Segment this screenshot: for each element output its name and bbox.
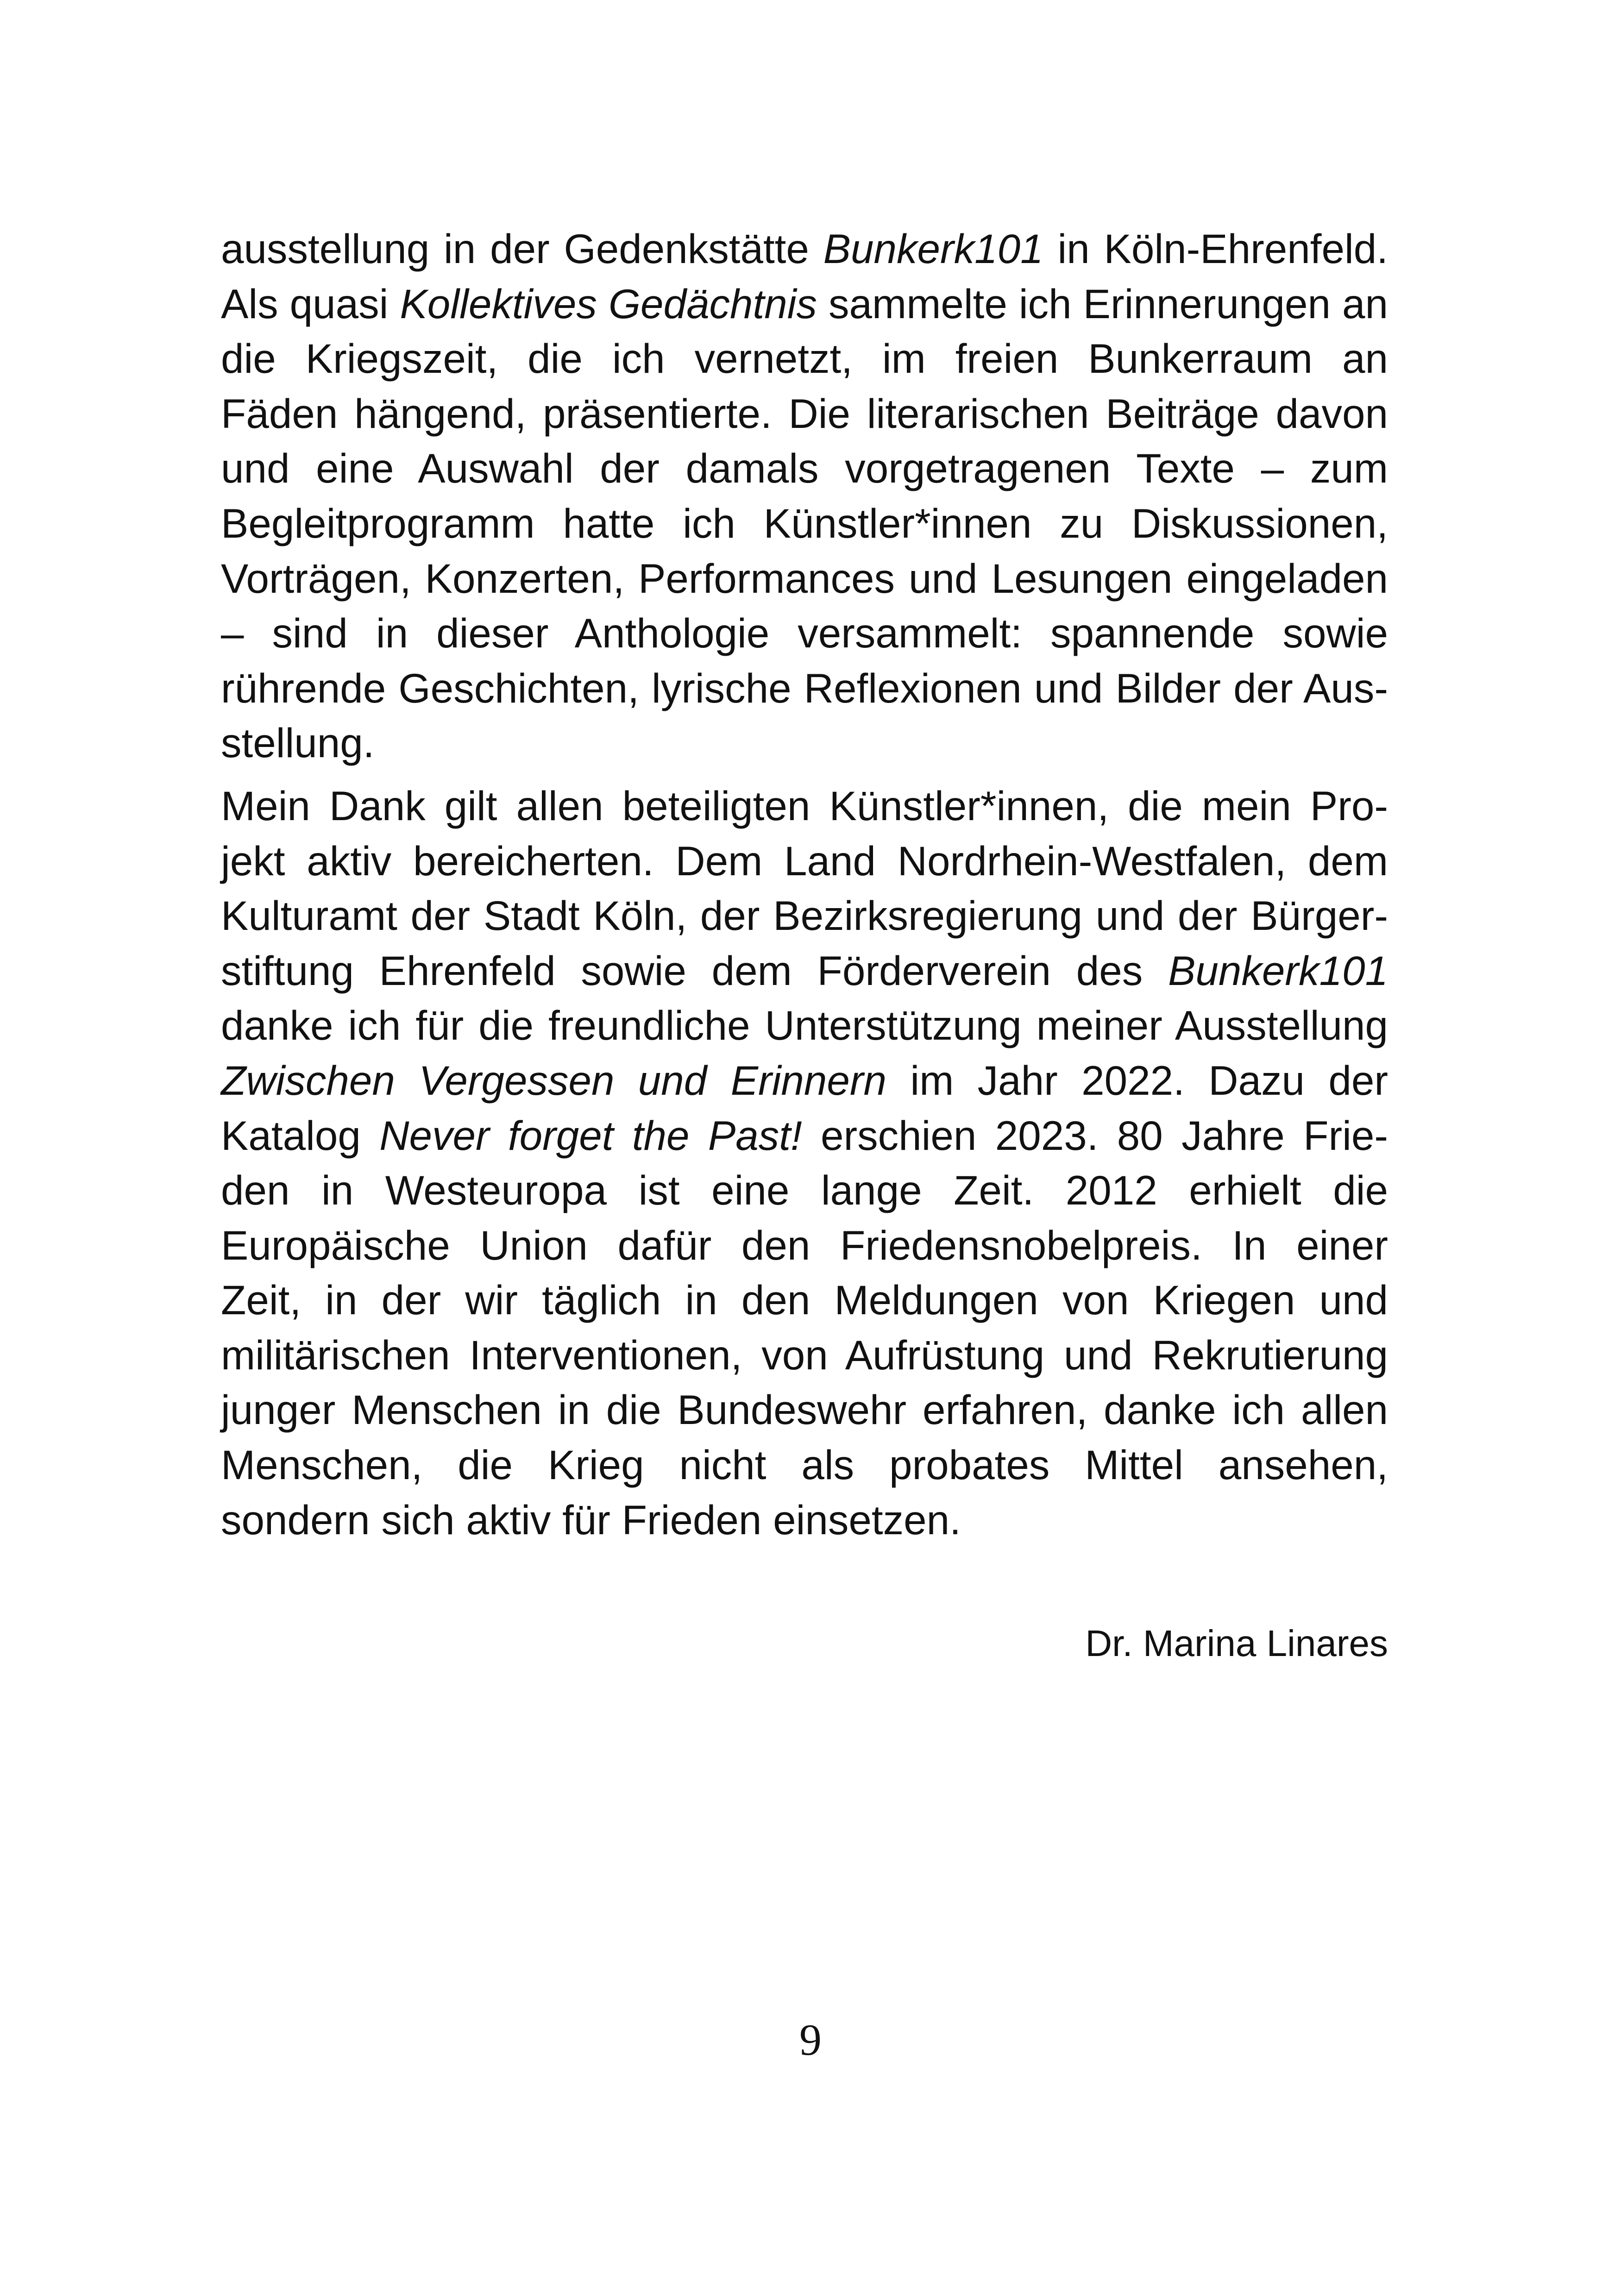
italic-title: Bunkerk101 (823, 226, 1043, 272)
text-line (221, 606, 1388, 661)
text-line (221, 998, 1388, 1053)
text-line (221, 1053, 1388, 1108)
text-segment: im Jahr 2022. Dazu der (886, 1057, 1389, 1104)
text-segment: Europäische Union dafür den Friedensnobelpreis. In einer (221, 1222, 1388, 1268)
text-line (221, 1108, 1388, 1163)
text-line (221, 778, 1388, 834)
text-line (221, 1218, 1388, 1273)
text-segment: Menschen, die Krieg nicht als probates Mittel ansehen, (221, 1442, 1388, 1488)
text-segment: und eine Auswahl der damals vorgetragenen Texte – zum (221, 445, 1388, 492)
text-line (221, 331, 1388, 386)
text-segment: in Köln-Ehrenfeld. (1043, 226, 1388, 272)
text-segment: stellung. (221, 720, 375, 766)
page-number: 9 (799, 2015, 822, 2064)
text-line (221, 943, 1388, 998)
paragraph-2 (221, 778, 1388, 1547)
italic-title: Bunkerk101 (1168, 947, 1388, 994)
text-segment: sondern sich aktiv für Frieden einsetzen. (221, 1496, 961, 1543)
text-segment: erschien 2023. 80 Jahre Frie- (802, 1112, 1388, 1159)
text-segment: Zeit, in der wir täglich in den Meldungen von Kriegen und (221, 1277, 1388, 1324)
text-segment: Mein Dank gilt allen beteiligten Künstler*innen, die mein Pro- (221, 782, 1388, 829)
text-segment: militärischen Interventionen, von Aufrüstung und Rekrutierung (221, 1331, 1388, 1378)
text-segment: die Kriegszeit, die ich vernetzt, im freien Bunkerraum an (221, 335, 1388, 382)
text-segment: den in Westeuropa ist eine lange Zeit. 2012 erhielt die (221, 1167, 1388, 1214)
text-line (221, 1382, 1388, 1437)
text-line (221, 888, 1388, 943)
text-line (221, 1328, 1388, 1383)
text-line (221, 386, 1388, 441)
body-text (221, 221, 1388, 1547)
italic-title: Zwischen Vergessen und Erinnern (221, 1057, 887, 1104)
text-line (221, 834, 1388, 889)
text-segment: Begleitprogramm hatte ich Künstler*innen zu Diskussionen, (221, 500, 1388, 546)
author-signature: Dr. Marina Linares (1085, 1623, 1388, 1664)
text-segment: sammelte ich Erinnerungen an (817, 280, 1388, 327)
text-line (221, 715, 1388, 771)
text-line (221, 661, 1388, 716)
text-line (221, 1437, 1388, 1493)
text-segment: danke ich für die freundliche Unterstützung meiner Ausstellung (221, 1002, 1388, 1049)
text-line (221, 441, 1388, 496)
text-segment: junger Menschen in die Bundeswehr erfahren, danke ich allen (221, 1386, 1388, 1433)
text-segment: Als quasi (221, 280, 400, 327)
text-line (221, 496, 1388, 551)
text-line (221, 1163, 1388, 1218)
text-segment: jekt aktiv bereicherten. Dem Land Nordrhein-Westfalen, dem (221, 837, 1388, 884)
text-line (221, 1493, 1388, 1548)
text-segment: rührende Geschichten, lyrische Reflexionen und Bilder der Aus- (221, 665, 1388, 711)
text-segment: ausstellung in der Gedenkstätte (221, 226, 823, 272)
text-line (221, 1273, 1388, 1328)
paragraph-1 (221, 221, 1388, 771)
text-segment: Vorträgen, Konzerten, Performances und Lesungen eingeladen (221, 555, 1388, 602)
text-segment: Fäden hängend, präsentierte. Die literarischen Beiträge davon (221, 390, 1388, 437)
italic-title: Never forget the Past! (379, 1112, 802, 1159)
text-segment: – sind in dieser Anthologie versammelt: spannende sowie (221, 610, 1388, 657)
text-line (221, 221, 1388, 276)
text-line (221, 276, 1388, 332)
text-segment: Katalog (221, 1112, 380, 1159)
text-segment: stiftung Ehrenfeld sowie dem Förderverein des (221, 947, 1168, 994)
text-line (221, 551, 1388, 606)
text-segment: Kulturamt der Stadt Köln, der Bezirksregierung und der Bürger- (221, 892, 1388, 939)
italic-title: Kollektives Gedächtnis (400, 280, 817, 327)
